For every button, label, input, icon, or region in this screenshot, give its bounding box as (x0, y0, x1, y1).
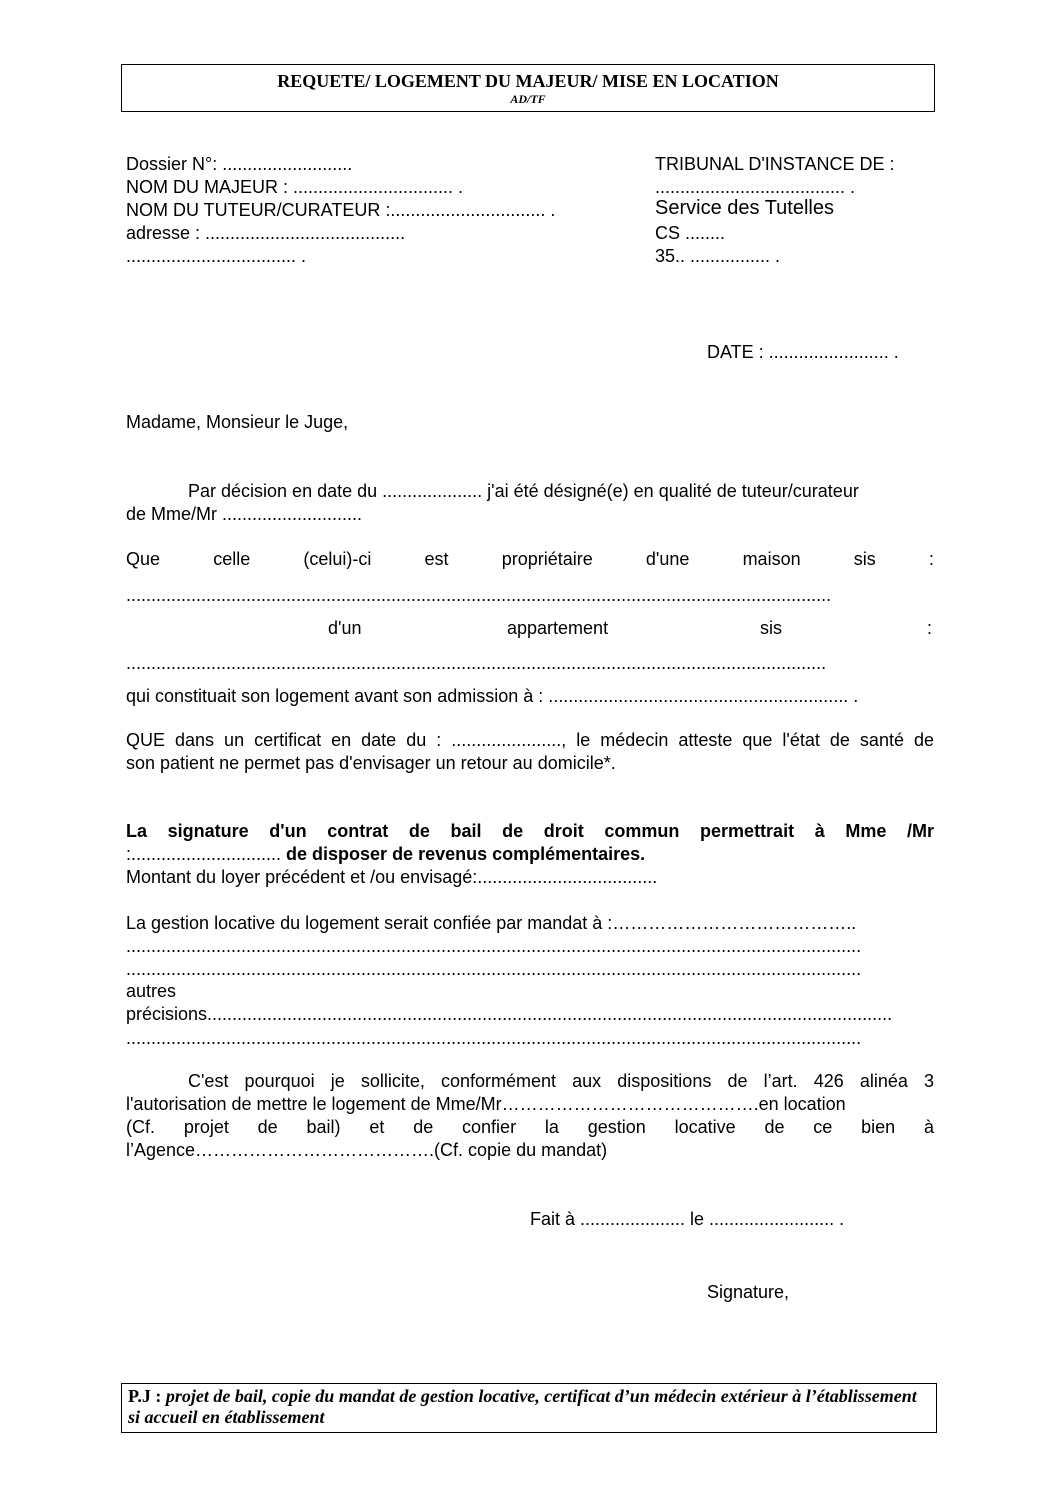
sollicite-line: C'est pourquoi je sollicite, conformément aux dispositions de l’art. 426 alinéa 3 (188, 1071, 934, 1091)
tribunal-name-line: ...................................... . (655, 177, 856, 197)
cs-line: CS ........ (655, 223, 726, 243)
address-line: adresse : ........................................ (126, 223, 406, 243)
date-line: DATE : ........................ . (707, 342, 899, 362)
salutation: Madame, Monsieur le Juge, (126, 412, 349, 432)
autres-label: autres (126, 981, 177, 1001)
appartement-word: appartement (507, 618, 609, 638)
word: Que (126, 549, 161, 569)
maison-line (126, 548, 934, 570)
agence-line: l’Agence………………………………….(Cf. copie du mandat) (126, 1140, 608, 1160)
maison-address-dots: ............................................................................................................................................. (126, 585, 832, 605)
service-tutelles: Service des Tutelles (655, 197, 834, 219)
gestion-locative-line: La gestion locative du logement serait confiée par mandat à :………………………………….. (126, 913, 857, 933)
dossier-number-line: Dossier N°: .......................... (126, 154, 353, 174)
document-title-box (121, 64, 935, 112)
word: (celui)-ci (303, 549, 372, 569)
signature-label: Signature, (707, 1282, 790, 1302)
word: propriétaire (501, 549, 593, 569)
precisions-dots: ................................................................................................................................................... (126, 1028, 862, 1048)
bail-signature-line-2 (126, 843, 645, 865)
beneficiary-line: de Mme/Mr ............................ (126, 504, 363, 524)
bail-revenus: de disposer de revenus complémentaires. (281, 844, 646, 864)
projet-bail-line: (Cf. projet de bail) et de confier la gestion locative de ce bien à (126, 1117, 934, 1137)
pj-text: projet de bail, copie du mandat de gestion locative, certificat d’un médecin extérieur à l’établissement si accueil en établissement (128, 1386, 917, 1427)
loyer-line: Montant du loyer précédent et /ou envisagé:.................................... (126, 867, 658, 887)
pieces-jointes-box (121, 1383, 937, 1433)
majeur-name-line: NOM DU MAJEUR : ................................ . (126, 177, 464, 197)
word: sis (853, 549, 876, 569)
gestion-dots-1: ................................................................................................................................................... (126, 936, 862, 956)
precisions-line: précisions......................................................................................................................................... (126, 1004, 893, 1024)
certificat-line: QUE dans un certificat en date du : ......................, le médecin atteste que l'état de santé de (126, 730, 934, 750)
admission-line: qui constituait son logement avant son admission à : ............................................................ . (126, 686, 859, 706)
certificat-line-2: son patient ne permet pas d'envisager un retour au domicile*. (126, 753, 616, 773)
autorisation-line: l'autorisation de mettre le logement de Mme/Mr…………………………………….en location (126, 1094, 846, 1114)
appartement-colon: : (927, 618, 933, 638)
document-title: REQUETE/ LOGEMENT DU MAJEUR/ MISE EN LOCATION (277, 71, 779, 91)
pj-label: P.J : (128, 1386, 166, 1406)
tuteur-name-line: NOM DU TUTEUR/CURATEUR :............................... . (126, 200, 556, 220)
address-line-2: .................................. . (126, 246, 307, 266)
decision-line: Par décision en date du .................... j'ai été désigné(e) en qualité de tuteur/curateur (188, 481, 859, 501)
appartement-address-dots: ............................................................................................................................................ (126, 653, 827, 673)
appartement-word-sis: sis (760, 618, 782, 638)
word: est (424, 549, 449, 569)
bail-dots: :.............................. (126, 844, 282, 864)
postal-line: 35.. ................ . (655, 246, 781, 266)
appartement-word-dun: d'un (328, 618, 362, 638)
word: d'une (645, 549, 690, 569)
fait-a-line: Fait à ..................... le ......................... . (530, 1209, 845, 1229)
document-reference: AD/TF (510, 92, 546, 106)
word: : (928, 549, 934, 569)
word: maison (742, 549, 801, 569)
tribunal-label: TRIBUNAL D'INSTANCE DE : (655, 154, 895, 174)
word: celle (213, 549, 251, 569)
gestion-dots-2: ................................................................................................................................................... (126, 959, 862, 979)
bail-signature-line: La signature d'un contrat de bail de droit commun permettrait à Mme /Mr (126, 821, 934, 841)
